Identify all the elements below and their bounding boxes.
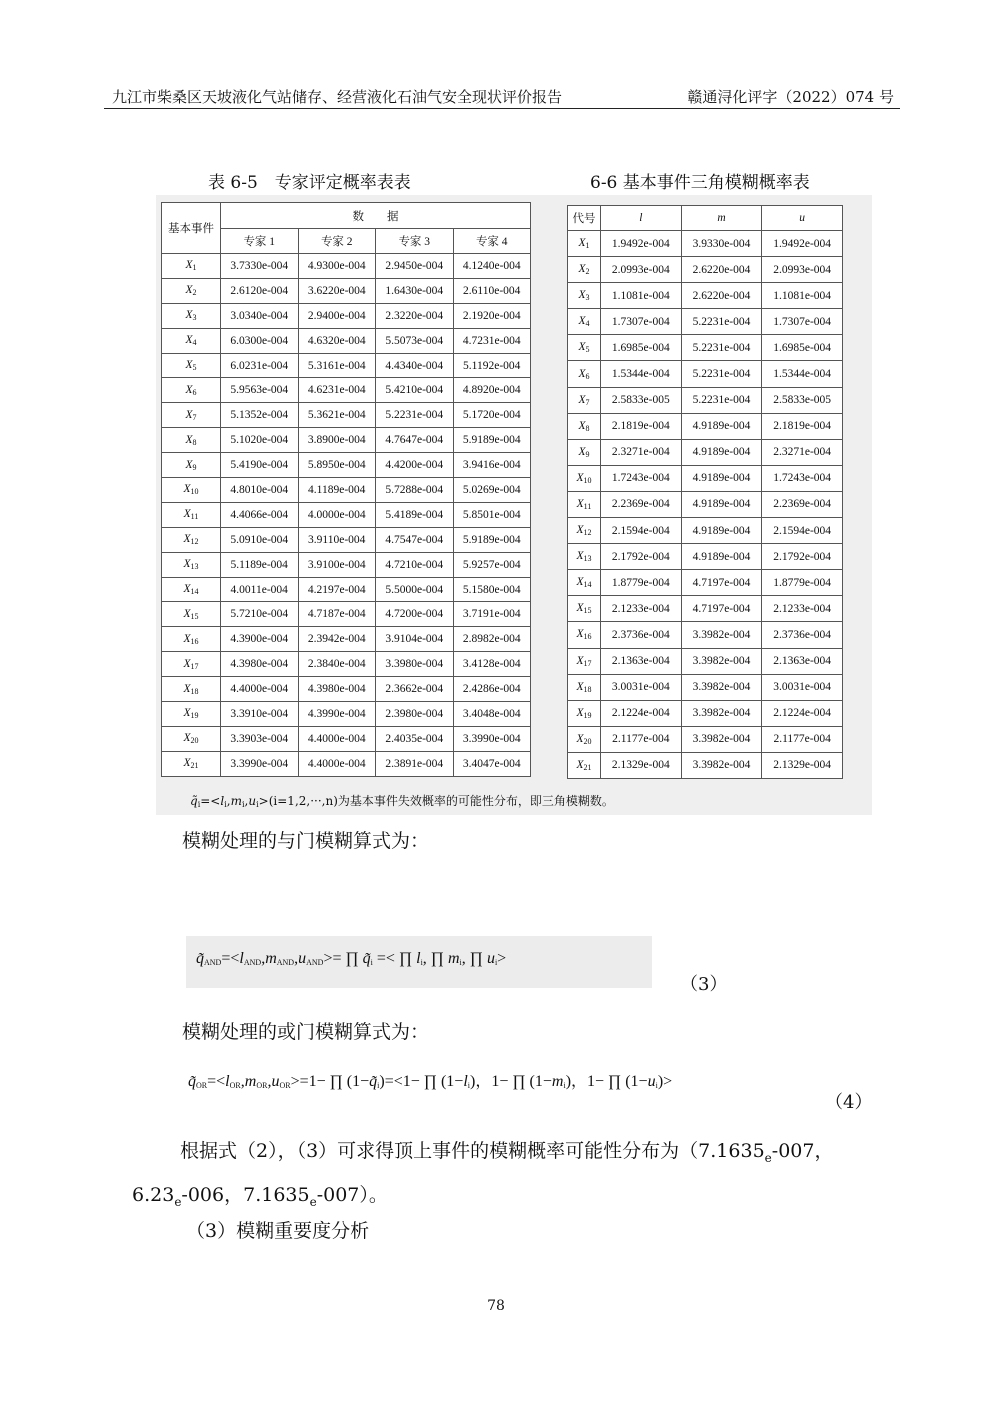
page-number: 78: [487, 1298, 505, 1314]
value-cell: 2.0993e-004: [601, 257, 682, 283]
table-row: [162, 527, 531, 552]
value-cell: 4.7200e-004: [376, 602, 454, 627]
page-header: [104, 86, 900, 109]
value-cell: 5.3621e-004: [298, 403, 376, 428]
value-cell: 5.2231e-004: [376, 403, 454, 428]
value-cell: 5.1580e-004: [453, 577, 531, 602]
table-row: [162, 602, 531, 627]
value-cell: 4.3980e-004: [298, 677, 376, 702]
event-label: $X_2$: [162, 278, 221, 303]
table-row: [162, 478, 531, 503]
value-cell: 2.6220e-004: [681, 283, 762, 309]
table-row: [162, 254, 531, 279]
event-code: $X_7$: [568, 387, 601, 413]
value-cell: 4.1189e-004: [298, 478, 376, 503]
table-row: [162, 577, 531, 602]
value-cell: 2.1233e-004: [601, 596, 682, 622]
value-cell: 5.2231e-004: [681, 335, 762, 361]
event-label: $X_5$: [162, 353, 221, 378]
value-cell: 4.9189e-004: [681, 518, 762, 544]
value-cell: 5.0910e-004: [221, 527, 299, 552]
value-cell: 4.4000e-004: [298, 751, 376, 776]
table-row: [568, 491, 843, 517]
value-cell: 4.3980e-004: [221, 652, 299, 677]
event-label: $X_7$: [162, 403, 221, 428]
table-row: [568, 335, 843, 361]
table-row: [568, 361, 843, 387]
value-cell: 4.3900e-004: [221, 627, 299, 652]
table-row: [568, 570, 843, 596]
fuzzy-number-note: $q̃_i=<l_i,m_i,u_i>(i=1,2,\cdot\cdot\cdot,n)$为基本事件失效概率的可能性分布，即三角模糊数。: [190, 794, 614, 809]
event-code: $X_{17}$: [568, 648, 601, 674]
expert-header: 专家 1: [221, 229, 299, 254]
event-label: $X_{19}$: [162, 702, 221, 727]
event-label: $X_{21}$: [162, 751, 221, 776]
value-cell: 2.6110e-004: [453, 278, 531, 303]
table-row: [568, 544, 843, 570]
value-cell: 4.2197e-004: [298, 577, 376, 602]
col-event-header: 基本事件: [162, 203, 221, 254]
value-cell: 2.6120e-004: [221, 278, 299, 303]
value-cell: 3.6220e-004: [298, 278, 376, 303]
event-label: $X_{14}$: [162, 577, 221, 602]
value-cell: 1.5344e-004: [601, 361, 682, 387]
table-row: [162, 702, 531, 727]
value-cell: 5.1352e-004: [221, 403, 299, 428]
value-cell: 4.7647e-004: [376, 428, 454, 453]
value-cell: 4.0000e-004: [298, 502, 376, 527]
event-label: $X_{17}$: [162, 652, 221, 677]
value-cell: 4.9189e-004: [681, 544, 762, 570]
table-row: [568, 518, 843, 544]
table-row: [568, 596, 843, 622]
section-heading-fuzzy-importance: （3）模糊重要度分析: [186, 1220, 370, 1242]
value-cell: 2.1594e-004: [601, 518, 682, 544]
event-code: $X_5$: [568, 335, 601, 361]
event-label: $X_{12}$: [162, 527, 221, 552]
value-cell: 4.4000e-004: [221, 677, 299, 702]
value-cell: 3.0031e-004: [762, 674, 843, 700]
value-cell: 2.1177e-004: [601, 726, 682, 752]
table-row: [162, 751, 531, 776]
value-cell: 2.1792e-004: [762, 544, 843, 570]
value-cell: 2.3891e-004: [376, 751, 454, 776]
value-cell: 2.3220e-004: [376, 303, 454, 328]
value-cell: 5.7288e-004: [376, 478, 454, 503]
value-cell: 5.1720e-004: [453, 403, 531, 428]
table-row: [162, 378, 531, 403]
event-label: $X_{15}$: [162, 602, 221, 627]
header-title: 九江市柴桑区天坡液化气站储存、经营液化石油气安全现状评价报告: [112, 88, 563, 106]
table-row: [162, 677, 531, 702]
event-label: $X_{11}$: [162, 502, 221, 527]
event-code: $X_{13}$: [568, 544, 601, 570]
value-cell: 4.9189e-004: [681, 491, 762, 517]
value-cell: 2.1920e-004: [453, 303, 531, 328]
value-cell: 2.1363e-004: [762, 648, 843, 674]
value-cell: 4.8010e-004: [221, 478, 299, 503]
event-code: $X_{20}$: [568, 726, 601, 752]
value-cell: 5.8950e-004: [298, 453, 376, 478]
event-label: $X_{18}$: [162, 677, 221, 702]
table-row: [162, 652, 531, 677]
event-code: $X_8$: [568, 413, 601, 439]
table-row: [568, 309, 843, 335]
table-row: [568, 700, 843, 726]
value-cell: 3.3903e-004: [221, 726, 299, 751]
value-cell: 3.3982e-004: [681, 648, 762, 674]
table-row: [568, 387, 843, 413]
table-row: [162, 303, 531, 328]
value-cell: 5.9257e-004: [453, 552, 531, 577]
fuzzy-col-header: l: [601, 206, 682, 231]
value-cell: 4.9189e-004: [681, 465, 762, 491]
table2-caption: 6-6 基本事件三角模糊概率表: [590, 173, 810, 193]
event-code: $X_{19}$: [568, 700, 601, 726]
value-cell: 4.7197e-004: [681, 596, 762, 622]
result-line-2: $6.23_e-006$，$7.1635_e-007$）。: [132, 1184, 388, 1209]
value-cell: 5.7210e-004: [221, 602, 299, 627]
value-cell: 5.9189e-004: [453, 527, 531, 552]
value-cell: 2.9450e-004: [376, 254, 454, 279]
value-cell: 4.4200e-004: [376, 453, 454, 478]
value-cell: 5.3161e-004: [298, 353, 376, 378]
and-gate-intro: 模糊处理的与门模糊算式为：: [182, 830, 430, 852]
expert-probability-table: [161, 202, 531, 777]
value-cell: 1.7243e-004: [601, 465, 682, 491]
value-cell: 1.6985e-004: [762, 335, 843, 361]
event-code: $X_2$: [568, 257, 601, 283]
value-cell: 2.3736e-004: [601, 622, 682, 648]
expert-header: 专家 3: [376, 229, 454, 254]
event-code: $X_{16}$: [568, 622, 601, 648]
value-cell: 2.1224e-004: [601, 700, 682, 726]
table-row: [162, 353, 531, 378]
event-code: $X_{10}$: [568, 465, 601, 491]
table-row: [568, 622, 843, 648]
value-cell: 3.9104e-004: [376, 627, 454, 652]
value-cell: 5.0269e-004: [453, 478, 531, 503]
value-cell: 4.6231e-004: [298, 378, 376, 403]
value-cell: 5.9563e-004: [221, 378, 299, 403]
value-cell: 2.1819e-004: [762, 413, 843, 439]
event-code: $X_{12}$: [568, 518, 601, 544]
value-cell: 3.3910e-004: [221, 702, 299, 727]
value-cell: 3.9110e-004: [298, 527, 376, 552]
result-line-1: 根据式（2），（3）可求得顶上事件的模糊概率可能性分布为（$7.1635_e-007$，: [180, 1140, 834, 1165]
value-cell: 3.9416e-004: [453, 453, 531, 478]
expert-header: 专家 4: [453, 229, 531, 254]
value-cell: 5.8501e-004: [453, 502, 531, 527]
value-cell: 2.3271e-004: [762, 439, 843, 465]
value-cell: 4.4340e-004: [376, 353, 454, 378]
table-row: [568, 231, 843, 257]
value-cell: 2.3662e-004: [376, 677, 454, 702]
event-label: $X_6$: [162, 378, 221, 403]
value-cell: 2.1177e-004: [762, 726, 843, 752]
value-cell: 2.1792e-004: [601, 544, 682, 570]
table-row: [568, 283, 843, 309]
value-cell: 3.7191e-004: [453, 602, 531, 627]
value-cell: 4.3990e-004: [298, 702, 376, 727]
table-row: [568, 439, 843, 465]
value-cell: 4.9300e-004: [298, 254, 376, 279]
event-label: $X_8$: [162, 428, 221, 453]
value-cell: 3.3982e-004: [681, 700, 762, 726]
table-row: [568, 648, 843, 674]
event-label: $X_1$: [162, 254, 221, 279]
value-cell: 2.3736e-004: [762, 622, 843, 648]
or-gate-intro: 模糊处理的或门模糊算式为：: [182, 1021, 430, 1043]
value-cell: 3.3982e-004: [681, 674, 762, 700]
event-code: $X_3$: [568, 283, 601, 309]
value-cell: 1.9492e-004: [762, 231, 843, 257]
value-cell: 2.4286e-004: [453, 677, 531, 702]
value-cell: 2.1329e-004: [762, 752, 843, 778]
value-cell: 5.4189e-004: [376, 502, 454, 527]
value-cell: 2.5833e-005: [601, 387, 682, 413]
value-cell: 2.1329e-004: [601, 752, 682, 778]
value-cell: 2.0993e-004: [762, 257, 843, 283]
event-label: $X_{20}$: [162, 726, 221, 751]
value-cell: 5.2231e-004: [681, 361, 762, 387]
value-cell: 4.7210e-004: [376, 552, 454, 577]
value-cell: 6.0300e-004: [221, 328, 299, 353]
value-cell: 2.1594e-004: [762, 518, 843, 544]
value-cell: 1.7307e-004: [601, 309, 682, 335]
table-row: [162, 403, 531, 428]
table-row: [568, 413, 843, 439]
value-cell: 4.7187e-004: [298, 602, 376, 627]
event-code: $X_{14}$: [568, 570, 601, 596]
value-cell: 2.3840e-004: [298, 652, 376, 677]
table-row: [162, 328, 531, 353]
value-cell: 3.4048e-004: [453, 702, 531, 727]
value-cell: 2.2369e-004: [762, 491, 843, 517]
value-cell: 1.5344e-004: [762, 361, 843, 387]
value-cell: 1.6985e-004: [601, 335, 682, 361]
and-gate-formula: $q̃_{AND}=<l_{AND},m_{AND},u_{AND}>=$ ∏ $q̃_i$ =< ∏ $l_i$, ∏ $m_i$, ∏ $u_i>$: [196, 950, 507, 967]
table-row: [162, 552, 531, 577]
value-cell: 2.3271e-004: [601, 439, 682, 465]
value-cell: 4.4000e-004: [298, 726, 376, 751]
value-cell: 3.3982e-004: [681, 752, 762, 778]
event-code: $X_{21}$: [568, 752, 601, 778]
table-row: [162, 726, 531, 751]
value-cell: 4.1240e-004: [453, 254, 531, 279]
table-row: [568, 752, 843, 778]
table-row: [568, 726, 843, 752]
table-row: [162, 453, 531, 478]
table-row: [162, 627, 531, 652]
value-cell: 3.3982e-004: [681, 726, 762, 752]
col-data-header: 数 据: [221, 203, 531, 229]
value-cell: 4.4066e-004: [221, 502, 299, 527]
event-code: $X_{15}$: [568, 596, 601, 622]
value-cell: 1.1081e-004: [762, 283, 843, 309]
value-cell: 2.1363e-004: [601, 648, 682, 674]
value-cell: 5.4190e-004: [221, 453, 299, 478]
value-cell: 3.8900e-004: [298, 428, 376, 453]
value-cell: 5.2231e-004: [681, 309, 762, 335]
or-gate-formula: $q̃_{OR}=<l_{OR},m_{OR},u_{OR}>=1-$ ∏ $(1-q̃_i)=<1-$ ∏ $(1-l_i)$，1− ∏ $(1-m_i)$，1− ∏ $(1-u_i)>$: [188, 1073, 673, 1090]
value-cell: 2.1819e-004: [601, 413, 682, 439]
event-code: $X_4$: [568, 309, 601, 335]
value-cell: 2.6220e-004: [681, 257, 762, 283]
value-cell: 2.1224e-004: [762, 700, 843, 726]
value-cell: 4.6320e-004: [298, 328, 376, 353]
value-cell: 3.7330e-004: [221, 254, 299, 279]
triangular-fuzzy-probability-table: [567, 205, 843, 779]
value-cell: 5.1020e-004: [221, 428, 299, 453]
header-report-number: 赣通浔化评字（2022）074 号: [687, 88, 894, 106]
value-cell: 1.7243e-004: [762, 465, 843, 491]
value-cell: 3.3980e-004: [376, 652, 454, 677]
value-cell: 2.2369e-004: [601, 491, 682, 517]
fuzzy-col-header: u: [762, 206, 843, 231]
value-cell: 3.4047e-004: [453, 751, 531, 776]
value-cell: 2.5833e-005: [762, 387, 843, 413]
value-cell: 3.4128e-004: [453, 652, 531, 677]
event-code: $X_1$: [568, 231, 601, 257]
event-label: $X_{13}$: [162, 552, 221, 577]
value-cell: 3.3990e-004: [221, 751, 299, 776]
value-cell: 1.9492e-004: [601, 231, 682, 257]
table-row: [568, 257, 843, 283]
table1-caption: 表 6-5 专家评定概率表表: [208, 173, 411, 193]
value-cell: 3.9100e-004: [298, 552, 376, 577]
value-cell: 2.9400e-004: [298, 303, 376, 328]
value-cell: 4.9189e-004: [681, 439, 762, 465]
value-cell: 4.7547e-004: [376, 527, 454, 552]
value-cell: 5.2231e-004: [681, 387, 762, 413]
equation-3-number: （3）: [680, 974, 728, 995]
value-cell: 3.3982e-004: [681, 622, 762, 648]
event-label: $X_4$: [162, 328, 221, 353]
value-cell: 3.9330e-004: [681, 231, 762, 257]
value-cell: 3.0031e-004: [601, 674, 682, 700]
value-cell: 2.3980e-004: [376, 702, 454, 727]
col-code-header: 代号: [568, 206, 601, 231]
event-label: $X_9$: [162, 453, 221, 478]
table-row: [162, 428, 531, 453]
value-cell: 4.8920e-004: [453, 378, 531, 403]
event-code: $X_9$: [568, 439, 601, 465]
equation-4-number: （4）: [825, 1092, 873, 1113]
value-cell: 5.1192e-004: [453, 353, 531, 378]
event-label: $X_{10}$: [162, 478, 221, 503]
event-code: $X_{11}$: [568, 491, 601, 517]
fuzzy-col-header: m: [681, 206, 762, 231]
value-cell: 1.7307e-004: [762, 309, 843, 335]
value-cell: 6.0231e-004: [221, 353, 299, 378]
table-row: [568, 674, 843, 700]
event-label: $X_3$: [162, 303, 221, 328]
value-cell: 5.5000e-004: [376, 577, 454, 602]
value-cell: 4.7197e-004: [681, 570, 762, 596]
table-row: [162, 278, 531, 303]
event-code: $X_{18}$: [568, 674, 601, 700]
table-row: [568, 465, 843, 491]
event-label: $X_{16}$: [162, 627, 221, 652]
value-cell: 1.8779e-004: [601, 570, 682, 596]
value-cell: 4.9189e-004: [681, 413, 762, 439]
value-cell: 5.9189e-004: [453, 428, 531, 453]
value-cell: 1.1081e-004: [601, 283, 682, 309]
event-code: $X_6$: [568, 361, 601, 387]
expert-header: 专家 2: [298, 229, 376, 254]
value-cell: 4.7231e-004: [453, 328, 531, 353]
value-cell: 4.0011e-004: [221, 577, 299, 602]
value-cell: 1.8779e-004: [762, 570, 843, 596]
value-cell: 2.1233e-004: [762, 596, 843, 622]
value-cell: 2.8982e-004: [453, 627, 531, 652]
table-row: [162, 502, 531, 527]
value-cell: 3.3990e-004: [453, 726, 531, 751]
value-cell: 5.5073e-004: [376, 328, 454, 353]
value-cell: 2.3942e-004: [298, 627, 376, 652]
value-cell: 5.1189e-004: [221, 552, 299, 577]
value-cell: 2.4035e-004: [376, 726, 454, 751]
value-cell: 5.4210e-004: [376, 378, 454, 403]
value-cell: 1.6430e-004: [376, 278, 454, 303]
value-cell: 3.0340e-004: [221, 303, 299, 328]
